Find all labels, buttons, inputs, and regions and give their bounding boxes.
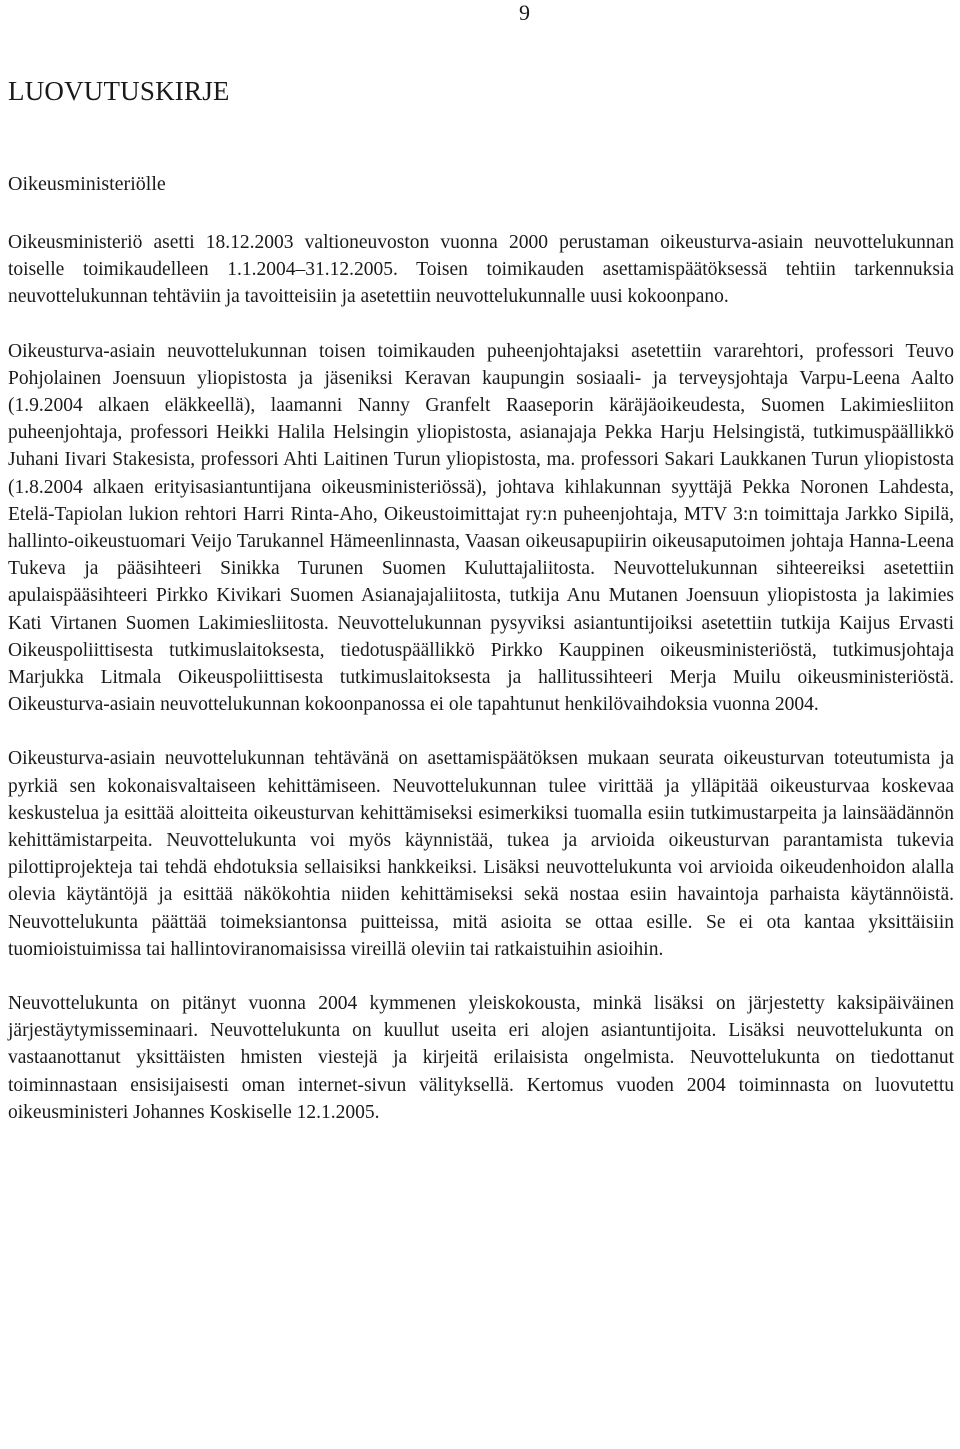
addressee: Oikeusministeriölle (8, 173, 166, 195)
page-number: 9 (519, 0, 530, 25)
paragraph-activities: Neuvottelukunta on pitänyt vuonna 2004 kymmenen yleiskokousta, minkä lisäksi on järjestetty kaksipäiväinen järjestäytymisseminaari. Neuvottelukunta on kuullut useita eri alojen asiantuntijoita. Lisäksi neuvottelukunta on vastaanottanut yksittäisten hmisten viestejä ja kirjeitä erilaisista ongelmista. Neuvottelukunta on tiedottanut toiminnastaan ensisijaisesti oman internet-sivun välityksellä. Kertomus vuoden 2004 toiminnasta on luovutettu oikeusministeri Johannes Koskiselle 12.1.2005. (8, 993, 954, 1123)
paragraph-tasks: Oikeusturva-asiain neuvottelukunnan tehtävänä on asettamispäätöksen mukaan seurata oikeusturvan toteutumista ja pyrkiä sen kokonaisvaltaiseen kehittämiseen. Neuvottelukunnan tulee virittää ja ylläpitää oikeusturvaa koskevaa keskustelua ja esittää aloitteita oikeusturvan kehittämiseksi esimerkiksi tuomalla esiin tutkimustarpeita ja lainsäädännön kehittämistarpeita. Neuvottelukunta voi myös käynnistää, tukea ja arvioida oikeusturvan parantamista tukevia pilottiprojekteja tai tehdä ehdotuksia sellaisiksi hankkeiksi. Lisäksi neuvottelukunta voi arvioida oikeudenhoidon alalla olevia käytäntöjä ja esittää näkökohtia niiden kehittämiseksi sekä nostaa esiin havaintoja parhaista käytännöistä. Neuvottelukunta päättää toimeksiantonsa puitteissa, mitä asioita se ottaa esille. Se ei ota kantaa yksittäisiin tuomioistuimissa tai hallintoviranomaisissa vireillä oleviin tai ratkaistuihin asioihin. (8, 748, 954, 960)
paragraph-members: Oikeusturva-asiain neuvottelukunnan toisen toimikauden puheenjohtajaksi asetettiin vararehtori, professori Teuvo Pohjolainen Joensuun yliopistosta ja jäseniksi Keravan kaupungin sosiaali- ja terveysjohtaja Varpu-Leena Aalto (1.9.2004 alkaen eläkkeellä), laamanni Nanny Granfelt Raaseporin käräjäoikeudesta, Suomen Lakimiesliiton puheenjohtaja, professori Heikki Halila Helsingin yliopistosta, asianajaja Pekka Harju Helsingistä, tutkimuspäällikkö Juhani Iivari Stakesista, professori Ahti Laitinen Turun yliopistosta, ma. professori Sakari Laukkanen Turun yliopistosta (1.8.2004 alkaen erityisasiantuntijana oikeusministeriössä), johtava kihlakunnan syyttäjä Pekka Noronen Lahdesta, Etelä-Tapiolan lukion rehtori Harri Rinta-Aho, Oikeustoimittajat ry:n puheenjohtaja, MTV 3:n toimittaja Jarkko Sipilä, hallinto-oikeustuomari Veijo Tarukannel Hämeenlinnasta, Vaasan oikeusapupiirin oikeusaputoimen johtaja Hanna-Leena Tukeva ja pääsihteeri Sinikka Turunen Suomen Kuluttajaliitosta. Neuvottelukunnan sihteereiksi asetettiin apulaispääsihteeri Pirkko Kivikari Suomen Asianajajaliitosta, tutkija Anu Mutanen Joensuun yliopistosta ja lakimies Kati Virtanen Suomen Lakimiesliitosta. Neuvottelukunnan pysyviksi asiantuntijoiksi asetettiin tutkija Kaijus Ervasti Oikeuspoliittisesta tutkimuslaitoksesta, tiedotuspäällikkö Pirkko Kauppinen oikeusministeriöstä, tutkimusjohtaja Marjukka Litmala Oikeuspoliittisesta tutkimuslaitoksesta ja hallitussihteeri Merja Muilu oikeusministeriöstä. Oikeusturva-asiain neuvottelukunnan kokoonpanossa ei ole tapahtunut henkilövaihdoksia vuonna 2004. (8, 340, 954, 716)
paragraph-appointment: Oikeusministeriö asetti 18.12.2003 valtioneuvoston vuonna 2000 perustaman oikeusturva-asiain neuvottelukunnan toiselle toimikaudelleen 1.1.2004–31.12.2005. Toisen toimikauden asettamispäätöksessä tehtiin tarkennuksia neuvottelukunnan tehtäviin ja tavoitteisiin ja asetettiin neuvottelukunnalle uusi kokoonpano. (8, 232, 954, 308)
letter-body (8, 229, 954, 1126)
letter-title: LUOVUTUSKIRJE (8, 76, 230, 106)
